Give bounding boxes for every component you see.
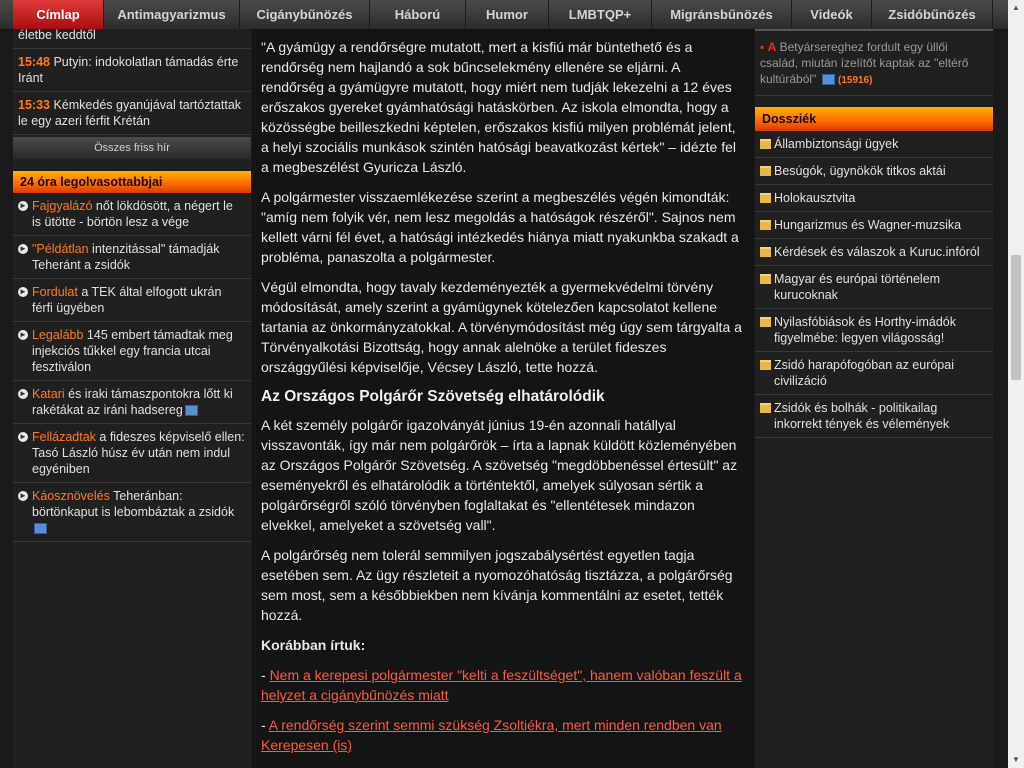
folder-icon: [760, 247, 771, 257]
top-navigation: [0, 0, 1008, 30]
calendar-icon: [185, 405, 198, 416]
list-item[interactable]: [13, 322, 251, 381]
related-link-row: [261, 665, 745, 705]
dossier-label: Nyilasfóbiások és Horthy-imádók figyelmébe: legyen világosság!: [774, 315, 957, 345]
article-paragraph: Végül elmondta, hogy tavaly kezdeményezték a gyermekvédelmi törvény módosítását, amely szerint a gyámügynek kötelezően kapcsolatot kellene tartania az önkormányzatokkal. A törvénymódosítást még úgy sem tárgyalta a Törvényalkotási Bizottság, hogy annak alelnöke a terület fideszes országgyűlési képviselője, Vécsey László, tette hozzá.: [261, 279, 742, 375]
item-text: a fideszes képviselő ellen: Tasó László húsz év után nem indul egyéniben: [32, 430, 245, 476]
highlight-word: Káosznövelés: [32, 489, 110, 503]
article-paragraph: A két személy polgárőr igazolványát június 19-én azonnali hatállyal visszavonták, így már nem polgárőrök – írta a lapnak küldött közleményében az Országos Polgárőr Szövetség. A szövetség "megdöbbenéssel értesült" az eseményekről és elhatárolódik a történtektől, amelyek súlyosan sértik a polgárőrségről szóló törvényben foglaltakat és "ellentétesek mindazon elvekkel, amelyeket a szövetség vall".: [261, 417, 738, 533]
folder-icon: [760, 403, 771, 413]
most-read-heading: 24 óra legolvasottabbjai: [13, 171, 251, 193]
related-link-row: [261, 715, 745, 755]
link-prefix: -: [261, 717, 269, 733]
arrow-bullet-icon: ►: [19, 330, 27, 339]
news-time: 15:33: [18, 98, 50, 112]
folder-icon: [760, 274, 771, 284]
highlight-word: Legalább: [32, 328, 84, 342]
dossier-label: Zsidó harapófogóban az európai civilizáció: [774, 358, 954, 388]
list-item[interactable]: [13, 424, 251, 483]
scrollbar-thumb[interactable]: [1011, 255, 1021, 380]
news-item[interactable]: [13, 29, 251, 49]
highlight-word: Fordulat: [32, 285, 78, 299]
dossier-item[interactable]: [755, 158, 993, 185]
article-paragraph: A polgármester visszaemlékezése szerint a megbeszélés végén kimondták: "amíg nem folyik vér, nem lesz megoldás a hatóságok részéről". Sajnos nem kellett várni fél évet, a hatósági intézkedés hiánya miatt nyakunkba szakadt a probléma, panaszolta a polgármester.: [261, 189, 739, 265]
dossier-label: Kérdések és válaszok a Kuruc.infóról: [774, 245, 980, 259]
earlier-label: Korábban írtuk:: [261, 637, 366, 653]
dossier-label: Hungarizmus és Wagner-muzsika: [774, 218, 962, 232]
folder-icon: [760, 193, 771, 203]
dossiers-heading: Dossziék: [755, 107, 993, 131]
highlight-word: Fajgyalázó: [32, 199, 93, 213]
list-item[interactable]: [13, 193, 251, 236]
dossier-item[interactable]: [755, 239, 993, 266]
dossier-item[interactable]: [755, 266, 993, 309]
list-item[interactable]: [13, 236, 251, 279]
calendar-icon: [34, 523, 47, 534]
right-sidebar: [755, 29, 993, 768]
all-news-button[interactable]: Összes friss hír: [13, 137, 251, 159]
dossier-label: Magyar és európai történelem kurucoknak: [774, 272, 941, 302]
folder-icon: [760, 317, 771, 327]
news-text: Kémkedés gyanújával tartóztattak le egy azeri férfit Krétán: [18, 98, 242, 128]
item-text: Teheránban: börtönkaput is lebombáztak a zsidók: [32, 489, 235, 519]
dossier-item[interactable]: [755, 309, 993, 352]
highlight-word: A: [767, 40, 777, 54]
article-paragraph: "A gyámügy a rendőrségre mutatott, mert a kisfiú már büntethető és a rendőrség nem hajlandó a sok bűncselekmény ellenére se eljárni. A rendőrség a gyámügyre mutatott, hogy miért nem tudják lekezelni a 12 éves erőszakos gyereket gyámhatósági hatáskörben. Az iskola elmondta, hogy a közösségbe beilleszkedni képtelen, erőszakos kisfiú milyen problémát jelent, a helyi szociális munkások szintén hatósági beavatkozást kértek" – idézte fel a megbeszélést Gyuricza László.: [261, 39, 736, 175]
item-text: nőt lökdösött, a négert le is ütötte - börtön lesz a vége: [32, 199, 233, 229]
tab-antimagyarizmus[interactable]: Antimagyarizmus: [104, 0, 240, 29]
news-text: Putyin: indokolatlan támadás érte Iránt: [18, 55, 239, 85]
arrow-bullet-icon: ►: [19, 244, 27, 253]
arrow-bullet-icon: ►: [19, 287, 27, 296]
folder-icon: [760, 166, 771, 176]
related-item[interactable]: [755, 31, 993, 96]
dossier-item[interactable]: [755, 131, 993, 158]
dossier-label: Holokausztvita: [774, 191, 856, 205]
dossier-label: Állambiztonsági ügyek: [774, 137, 899, 151]
related-article-link[interactable]: Nem a kerepesi polgármester "kelti a feszültséget", hanem valóban feszült a helyzet a cigánybűnözés miatt: [261, 667, 742, 703]
tab-videok[interactable]: Videók: [792, 0, 872, 29]
dossier-item[interactable]: [755, 352, 993, 395]
tab-migransbunozes[interactable]: Migránsbűnözés: [652, 0, 792, 29]
link-prefix: -: [261, 667, 270, 683]
page-scrollbar[interactable]: [1008, 0, 1024, 768]
scroll-down-icon[interactable]: ▼: [1012, 755, 1020, 764]
folder-icon: [760, 139, 771, 149]
dossier-item[interactable]: [755, 185, 993, 212]
scroll-up-icon[interactable]: ▲: [1012, 3, 1020, 12]
dossier-item[interactable]: [755, 395, 993, 438]
tab-zsidobunozes[interactable]: Zsidóbűnözés: [872, 0, 993, 29]
news-time: 15:48: [18, 55, 50, 69]
list-item[interactable]: [13, 381, 251, 424]
arrow-bullet-icon: ►: [19, 432, 27, 441]
tab-haboru[interactable]: Háború: [370, 0, 466, 29]
item-text: intenzitással" támadják Teheránt a zsidók: [32, 242, 220, 272]
item-text: a TEK által elfogott ukrán férfi ügyében: [32, 285, 222, 315]
item-text: 145 embert támadtak meg injekciós tűkkel egy francia utcai fesztiválon: [32, 328, 233, 374]
article-body: [252, 29, 754, 755]
tab-lmbtqp[interactable]: LMBTQP+: [549, 0, 652, 29]
arrow-bullet-icon: ►: [19, 201, 27, 210]
folder-icon: [760, 360, 771, 370]
article-column: [252, 29, 754, 768]
folder-icon: [760, 220, 771, 230]
marker-icon: ▪: [760, 40, 765, 54]
arrow-bullet-icon: ►: [19, 389, 27, 398]
arrow-bullet-icon: ►: [19, 491, 27, 500]
dossier-label: Zsidók és bolhák - politikailag inkorrekt tények és vélemények: [774, 401, 950, 431]
left-sidebar: [13, 29, 251, 768]
highlight-word: "Példátlan: [32, 242, 89, 256]
tab-cimlap[interactable]: Címlap: [13, 0, 104, 29]
related-article-link[interactable]: A rendőrség szerint semmi szükség Zsoltiékra, mert minden rendben van Kerepesen (is): [261, 717, 722, 753]
article-subheading: Az Országos Polgárőr Szövetség elhatárolódik: [261, 388, 605, 405]
highlight-word: Fellázadtak: [32, 430, 96, 444]
item-text: Betyársereghez fordult egy üllői család, miután ízelítőt kaptak az "eltérő kultúrából": [760, 40, 969, 86]
view-count: (15916): [837, 75, 873, 86]
item-text: és iraki támaszpontokra lőtt ki rakétákat az iráni hadsereg: [32, 387, 233, 417]
news-item[interactable]: [13, 49, 251, 92]
list-item[interactable]: [13, 279, 251, 322]
highlight-word: Katari: [32, 387, 65, 401]
calendar-icon: [822, 74, 835, 85]
list-item[interactable]: [13, 483, 251, 542]
article-paragraph: A polgárőrség nem tolerál semmilyen jogszabálysértést egyetlen tagja esetében sem. Az ügy részleteit a nyomozóhatóság tisztázza, a polgárőrség sem most, sem a későbbiekben nem kívánja kommentálni az esetet, tették hozzá.: [261, 547, 733, 623]
news-text: életbe keddtől: [18, 29, 96, 42]
dossier-item[interactable]: [755, 212, 993, 239]
news-item[interactable]: [13, 92, 251, 135]
tab-humor[interactable]: Humor: [466, 0, 549, 29]
tab-ciganybunozes[interactable]: Cigánybűnözés: [240, 0, 370, 29]
dossier-label: Besúgók, ügynökök titkos aktái: [774, 164, 946, 178]
